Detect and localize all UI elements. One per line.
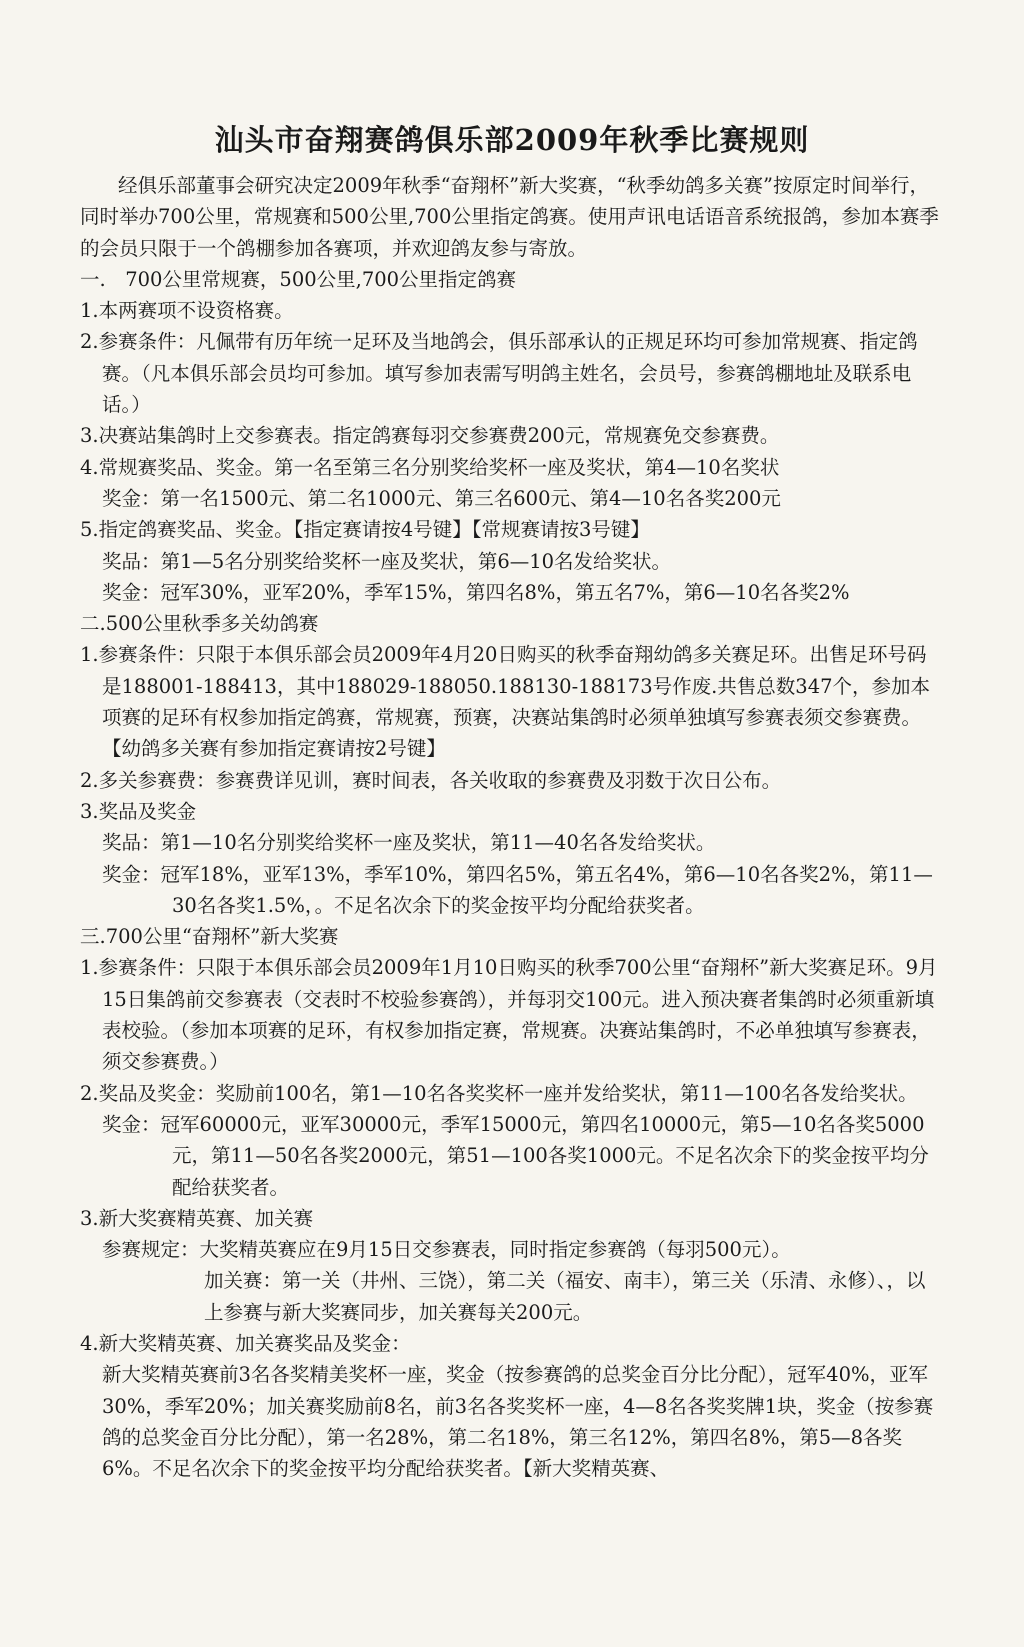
section-2-item-3: 3.奖品及奖金 bbox=[80, 799, 197, 823]
section-2-heading: 二.500公里秋季多关幼鸽赛 bbox=[80, 612, 319, 636]
section-2-item-3-bonus: 奖金：冠军18%，亚军13%，季军10%，第四名5%，第五名4%，第6—10名各奖2%，第11—30名各奖1.5%，。不足名次余下的奖金按平均分配给获奖者。 bbox=[102, 862, 933, 917]
section-1-item-2: 2.参赛条件：凡佩带有历年统一足环及当地鸽会，俱乐部承认的正规足环均可参加常规赛、指定鸽赛。（凡本俱乐部会员均可参加。填写参加表需写明鸽主姓名，会员号，参赛鸽棚地址及联系电话。） bbox=[80, 330, 918, 417]
intro-paragraph: 经俱乐部董事会研究决定2009年秋季“奋翔杯”新大奖赛，“秋季幼鸽多关赛”按原定时间举行，同时举办700公里，常规赛和500公里,700公里指定鸽赛。使用声讯电话语音系统报鸽，参加本赛季的会员只限于一个鸽棚参加各赛项，并欢迎鸽友参与寄放。 bbox=[80, 174, 939, 260]
page-title: 汕头市奋翔赛鸽俱乐部2009年秋季比赛规则 bbox=[214, 123, 810, 157]
document-body bbox=[80, 170, 940, 1484]
section-3-item-1: 1.参赛条件：只限于本俱乐部会员2009年1月10日购买的秋季700公里“奋翔杯”新大奖赛足环。9月15日集鸽前交参赛表（交表时不校验参赛鸽），并每羽交100元。进入预决赛者集鸽时必须重新填表校验。（参加本项赛的足环，有权参加指定赛，常规赛。决赛站集鸽时，不必单独填写参赛表，须交参赛费。） bbox=[80, 956, 938, 1074]
section-1-item-4-bonus: 奖金：第一名1500元、第二名1000元、第三名600元、第4—10名各奖200元 bbox=[102, 486, 781, 510]
section-1-heading: 一. 700公里常规赛，500公里,700公里指定鸽赛 bbox=[80, 267, 517, 291]
section-3-item-4: 4.新大奖精英赛、加关赛奖品及奖金： bbox=[80, 1331, 411, 1355]
section-1-item-5-bonus: 奖金：冠军30%，亚军20%，季军15%，第四名8%，第五名7%，第6—10名各奖2% bbox=[102, 580, 850, 604]
section-2-item-1: 1.参赛条件：只限于本俱乐部会员2009年4月20日购买的秋季奋翔幼鸽多关赛足环。出售足环号码是188001-188413，其中188029-188050.188130-188173号作废.共售总数347个，参加本项赛的足环有权参加指定鸽赛，常规赛，预赛，决赛站集鸽时必须单独填写参赛表须交参赛费。【幼鸽多关赛有参加指定赛请按2号键】 bbox=[80, 643, 931, 761]
section-2-item-2: 2.多关参赛费：参赛费详见训，赛时间表，各关收取的参赛费及羽数于次日公布。 bbox=[80, 768, 782, 792]
section-1-item-3: 3.决赛站集鸽时上交参赛表。指定鸽赛每羽交参赛费200元，常规赛免交参赛费。 bbox=[80, 424, 780, 448]
section-3-item-4-detail: 新大奖精英赛前3名各奖精美奖杯一座，奖金（按参赛鸽的总奖金百分比分配），冠军40%，亚军30%，季军20%；加关赛奖励前8名，前3名各奖奖杯一座，4—8名各奖奖牌1块，奖金（按参赛鸽的总奖金百分比分配），第一名28%，第二名18%，第三名12%，第四名8%，第5—8各奖6%。不足名次余下的奖金按平均分配给获奖者。【新大奖精英赛、 bbox=[102, 1363, 934, 1481]
section-1-item-5: 5.指定鸽赛奖品、奖金。【指定赛请按4号键】【常规赛请按3号键】 bbox=[80, 518, 650, 542]
section-2-item-3-prize: 奖品：第1—10名分别奖给奖杯一座及奖状，第11—40名各发给奖状。 bbox=[102, 831, 716, 855]
section-3-item-3-extra: 加关赛：第一关（井州、三饶），第二关（福安、南丰），第三关（乐清、永修）、，以上参赛与新大奖赛同步，加关赛每关200元。 bbox=[204, 1269, 926, 1324]
section-1-item-5-prize: 奖品：第1—5名分别奖给奖杯一座及奖状，第6—10名发给奖状。 bbox=[102, 549, 672, 573]
section-3-heading: 三.700公里“奋翔杯”新大奖赛 bbox=[80, 925, 339, 949]
section-3-item-2: 2.奖品及奖金：奖励前100名，第1—10名各奖奖杯一座并发给奖状，第11—100名各发给奖状。 bbox=[80, 1081, 918, 1105]
section-3-item-2-bonus: 奖金：冠军60000元，亚军30000元，季军15000元，第四名10000元，第5—10名各奖5000元，第11—50名各奖2000元，第51—100各奖1000元。不足名次余下的奖金按平均分配给获奖者。 bbox=[102, 1112, 929, 1199]
section-1-item-1: 1.本两赛项不设资格赛。 bbox=[80, 299, 294, 323]
section-1-item-4: 4.常规赛奖品、奖金。第一名至第三名分别奖给奖杯一座及奖状，第4—10名奖状 bbox=[80, 455, 780, 479]
section-3-item-3: 3.新大奖赛精英赛、加关赛 bbox=[80, 1206, 314, 1230]
section-3-item-3-rules: 参赛规定：大奖精英赛应在9月15日交参赛表，同时指定参赛鸽（每羽500元）。 bbox=[102, 1238, 791, 1262]
